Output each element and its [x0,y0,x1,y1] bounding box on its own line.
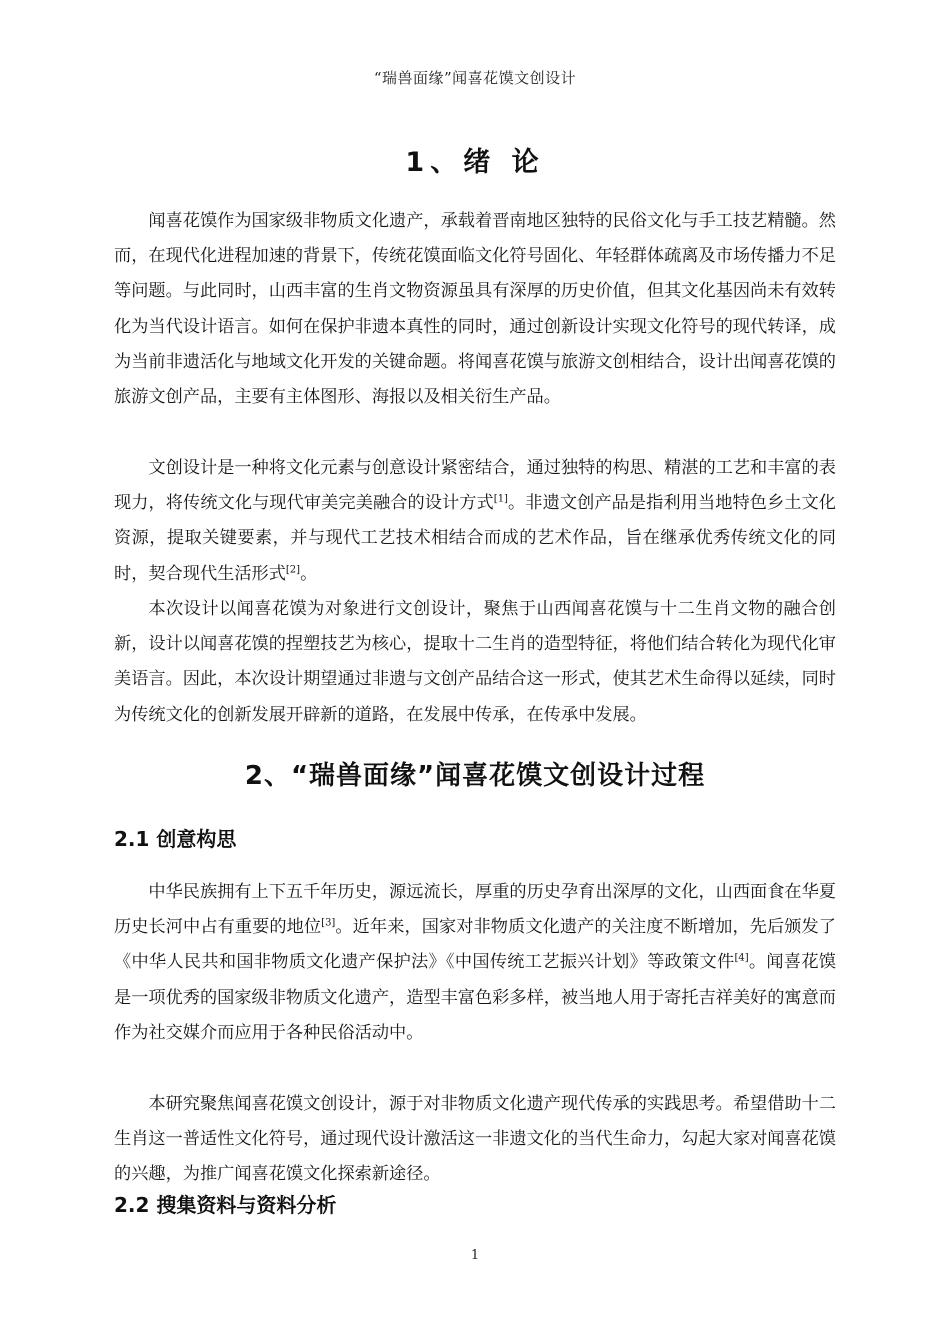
paragraph-text: 文创设计是一种将文化元素与创意设计紧密结合，通过独特的构思、精湛的工艺和丰富的表现力，将传统文化与现代审美完美融合的设计方式 [114,458,836,514]
section-2-1-title: 2.1 创意构思 [114,827,237,851]
citation-ref-4: [4] [734,952,749,964]
intro-paragraph-1: 闻喜花馍作为国家级非物质文化遗产，承载着晋南地区独特的民俗文化与手工技艺精髓。然而，在现代化进程加速的背景下，传统花馍面临文化符号固化、年轻群体疏离及市场传播力不足等问题。与此同时，山西丰富的生肖文物资源虽具有深厚的历史价值，但其文化基因尚未有效转化为当代设计语言。如何在保护非遗本真性的同时，通过创新设计实现文化符号的现代转译，成为当前非遗活化与地域文化开发的关键命题。将闻喜花馍与旅游文创相结合，设计出闻喜花馍的旅游文创产品，主要有主体图形、海报以及相关衍生产品。 [114,211,836,408]
chapter-1-title: 1、绪 论 [405,147,545,178]
citation-ref-3: [3] [321,917,336,929]
running-header: “瑞兽面缘”闻喜花馍文创设计 [373,69,577,87]
paragraph-text: 中华民族拥有上下五千年历史，源远流长，厚重的历史孕育出深厚的文化，山西面食在华夏历史长河中占有重要的地位 [114,882,836,938]
section-2-1-paragraph-2: 本研究聚焦闻喜花馍文创设计，源于对非物质文化遗产现代传承的实践思考。希望借助十二生肖这一普适性文化符号，通过现代设计激活这一非遗文化的当代生命力，勾起大家对闻喜花馍的兴趣，为推广闻喜花馍文化探索新途径。 [114,1094,836,1185]
paragraph-text: 。非遗文创产品是指利用当地特色乡土文化资源，提取关键要素，并与现代工艺技术相结合而成的艺术作品，旨在继承优秀传统文化的同时，契合现代生活形式 [114,493,836,584]
section-2-1-paragraph-1 [114,875,836,1051]
paragraph-text: 。闻喜花馍是一项优秀的国家级非物质文化遗产，造型丰富色彩多样，被当地人用于寄托吉祥美好的寓意而作为社交媒介而应用于各种民俗活动中。 [114,952,836,1043]
citation-ref-1: [1] [493,493,508,505]
paragraph-text: 。近年来，国家对非物质文化遗产的关注度不断增加，先后颁发了《中华人民共和国非物质文化遗产保护法》《中国传统工艺振兴计划》等政策文件 [114,917,836,973]
section-2-2-title: 2.2 搜集资料与资料分析 [114,1193,337,1217]
intro-paragraph-2 [114,451,836,592]
chapter-2-title: 2、“瑞兽面缘”闻喜花馍文创设计过程 [244,761,706,791]
citation-ref-2: [2] [285,563,301,575]
page-number: 1 [470,1248,480,1263]
intro-paragraph-3: 本次设计以闻喜花馍为对象进行文创设计，聚焦于山西闻喜花馍与十二生肖文物的融合创新，设计以闻喜花馍的捏塑技艺为核心，提取十二生肖的造型特征，将他们结合转化为现代化审美语言。因此，本次设计期望通过非遗与文创产品结合这一形式，使其艺术生命得以延续，同时为传统文化的创新发展开辟新的道路，在发展中传承，在传承中发展。 [114,599,836,725]
paragraph-text: 。 [300,563,318,584]
